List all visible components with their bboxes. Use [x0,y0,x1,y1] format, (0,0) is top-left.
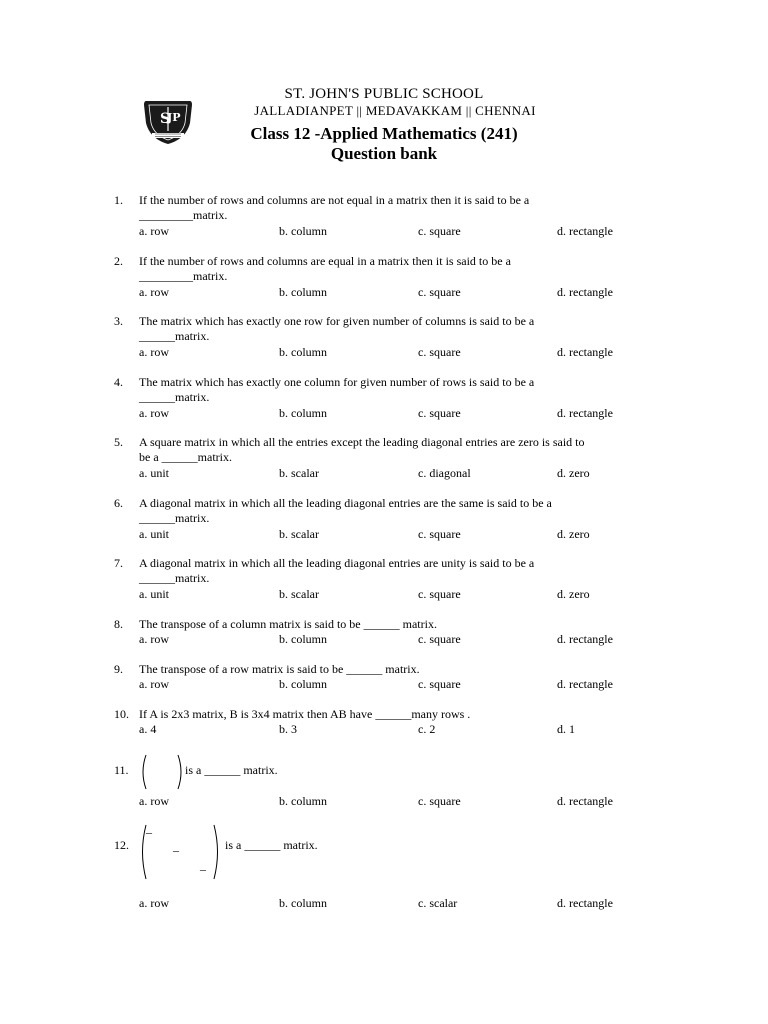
question-line: A square matrix in which all the entries except the leading diagonal entries are zero is said to [139,435,585,449]
question-line: ______matrix. [139,511,210,525]
question-number: 6. [114,496,123,510]
question-line: If A is 2x3 matrix, B is 3x4 matrix then AB have ______many rows . [139,707,471,721]
option-a[interactable]: a. row [139,794,169,808]
option-c[interactable]: c. diagonal [418,466,471,480]
question-line: The matrix which has exactly one row for given number of columns is said to be a [139,314,535,328]
option-c[interactable]: c. square [418,285,461,299]
question-11-number: 11. [114,763,129,777]
option-a[interactable]: a. unit [139,527,169,541]
option-c[interactable]: c. scalar [418,896,458,910]
school-locations: JALLADIANPET || MEDAVAKKAM || CHENNAI [254,103,536,118]
option-b[interactable]: b. scalar [279,466,319,480]
option-a[interactable]: a. row [139,406,169,420]
option-c[interactable]: c. square [418,632,461,646]
option-d[interactable]: d. rectangle [557,345,613,359]
option-d[interactable]: d. rectangle [557,224,613,238]
option-b[interactable]: b. scalar [279,527,319,541]
option-a[interactable]: a. row [139,896,169,910]
option-d[interactable]: d. 1 [557,722,575,736]
option-b[interactable]: b. column [279,632,327,646]
question-line: _________matrix. [139,208,228,222]
option-b[interactable]: b. column [279,224,327,238]
option-b[interactable]: b. scalar [279,587,319,601]
option-a[interactable]: a. row [139,345,169,359]
question-11-text: is a ______ matrix. [185,763,278,777]
school-name [0,86,768,103]
question-line: If the number of rows and columns are equal in a matrix then it is said to be a [139,254,511,268]
question-line: ______matrix. [139,390,210,404]
question-number: 8. [114,617,123,631]
option-d[interactable]: d. zero [557,466,590,480]
question-line: The matrix which has exactly one column for given number of rows is said to be a [139,375,535,389]
option-d[interactable]: d. zero [557,527,590,541]
question-number: 1. [114,193,123,207]
question-text [139,314,694,344]
option-b[interactable]: b. column [279,406,327,420]
option-a[interactable]: a. row [139,677,169,691]
question-text [139,254,694,284]
question-number: 3. [114,314,123,328]
option-c[interactable]: c. square [418,224,461,238]
page-subtitle: Question bank [330,144,438,163]
question-line: be a ______matrix. [139,450,232,464]
question-line: A diagonal matrix in which all the leading diagonal entries are the same is said to be a [139,496,552,510]
matrix-entry-1: _ [146,821,152,835]
matrix-entry-3: _ [200,858,206,872]
option-c[interactable]: c. 2 [418,722,436,736]
question-text [139,707,694,722]
question-12-text: is a ______ matrix. [225,838,318,852]
question-text [139,496,694,526]
option-c[interactable]: c. square [418,345,461,359]
option-d[interactable]: d. rectangle [557,896,613,910]
question-text [139,617,694,632]
logo-monogram-right: JP [167,111,181,124]
question-number: 4. [114,375,123,389]
option-d[interactable]: d. rectangle [557,632,613,646]
option-b[interactable]: b. column [279,677,327,691]
question-number: 2. [114,254,123,268]
option-a[interactable]: a. row [139,285,169,299]
question-line: A diagonal matrix in which all the leading diagonal entries are unity is said to be a [139,556,535,570]
question-text [139,375,694,405]
question-text [139,193,694,223]
question-12-number: 12. [114,838,129,852]
option-a[interactable]: a. unit [139,466,169,480]
option-c[interactable]: c. square [418,406,461,420]
option-c[interactable]: c. square [418,527,461,541]
option-b[interactable]: b. 3 [279,722,297,736]
question-number: 7. [114,556,123,570]
question-number: 10. [114,707,129,721]
option-d[interactable]: d. rectangle [557,794,613,808]
class-title: Class 12 -Applied Mathematics (241) [250,124,518,143]
matrix-11-brackets [138,754,188,790]
option-c[interactable]: c. square [418,587,461,601]
question-text [139,662,694,677]
option-a[interactable]: a. row [139,224,169,238]
option-b[interactable]: b. column [279,896,327,910]
option-b[interactable]: b. column [279,345,327,359]
option-d[interactable]: d. rectangle [557,285,613,299]
question-line: The transpose of a row matrix is said to be ______ matrix. [139,662,420,676]
question-line: ______matrix. [139,571,210,585]
option-c[interactable]: c. square [418,677,461,691]
question-text [139,435,694,465]
matrix-entry-2: _ [173,839,179,853]
option-d[interactable]: d. rectangle [557,677,613,691]
school-name-text: ST. JOHN'S PUBLIC SCHOOL [284,86,484,102]
logo-monogram-left: S [160,111,171,127]
option-b[interactable]: b. column [279,794,327,808]
question-line: The transpose of a column matrix is said to be ______ matrix. [139,617,437,631]
question-line: If the number of rows and columns are not equal in a matrix then it is said to be a [139,193,530,207]
option-d[interactable]: d. rectangle [557,406,613,420]
question-number: 9. [114,662,123,676]
option-c[interactable]: c. square [418,794,461,808]
question-line: _________matrix. [139,269,228,283]
option-d[interactable]: d. zero [557,587,590,601]
question-number: 5. [114,435,123,449]
option-a[interactable]: a. unit [139,587,169,601]
option-a[interactable]: a. row [139,632,169,646]
question-line: ______matrix. [139,329,210,343]
option-a[interactable]: a. 4 [139,722,157,736]
option-b[interactable]: b. column [279,285,327,299]
question-text [139,556,694,586]
